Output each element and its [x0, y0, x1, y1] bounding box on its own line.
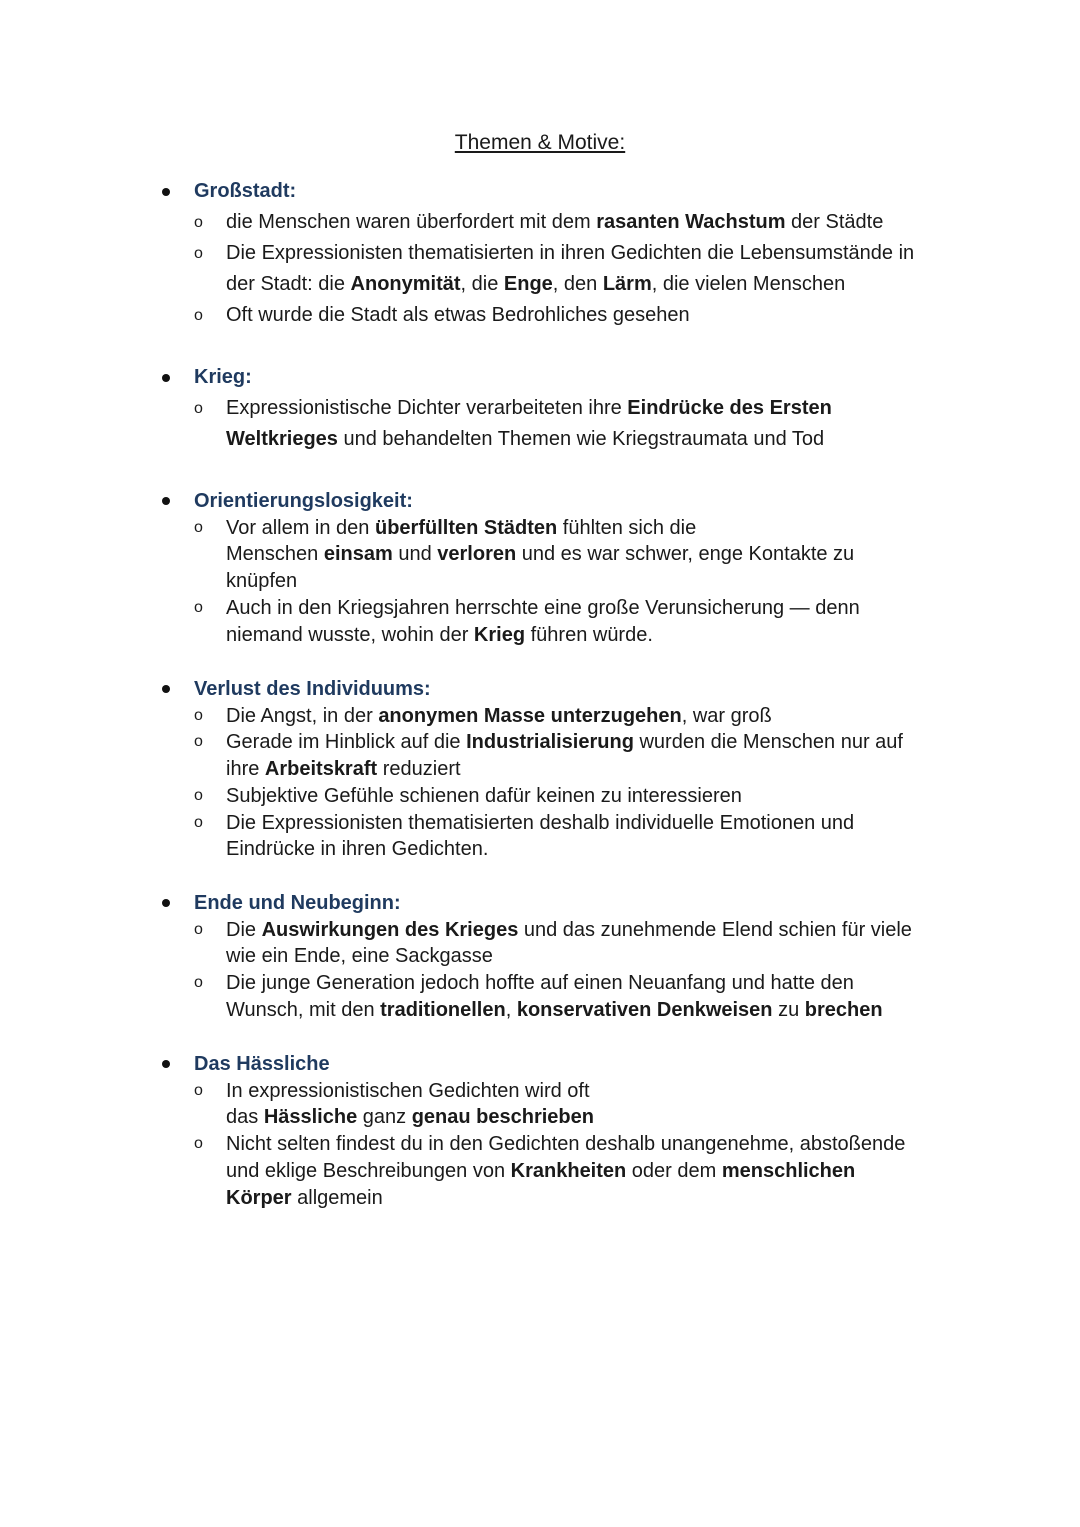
text: die Menschen waren überfordert mit dem	[226, 211, 597, 233]
heading-text: Verlust des Individuums:	[194, 678, 431, 700]
emphasis-text: Krieg	[473, 623, 526, 646]
section-heading	[0, 890, 1080, 917]
text: niemand wusste, wohin der	[226, 623, 474, 646]
list-item	[0, 917, 956, 970]
list-item	[0, 515, 956, 595]
list-item	[0, 393, 956, 455]
text: reduziert	[377, 758, 461, 781]
text: , die	[460, 273, 504, 295]
section-heading	[0, 488, 1080, 515]
text: Expressionistische Dichter verarbeiteten ihre	[226, 397, 628, 419]
text: Die Angst, in der	[226, 704, 379, 727]
emphasis-text: Hässliche	[263, 1106, 358, 1129]
emphasis-text: Krankheiten	[510, 1159, 627, 1182]
emphasis-text: Enge	[503, 273, 553, 295]
list-item	[0, 970, 956, 1023]
heading-text: Großstadt:	[194, 180, 297, 202]
emphasis-text: Lärm	[602, 273, 652, 295]
list-item	[0, 238, 956, 300]
text: wurden die Menschen nur auf	[633, 731, 903, 754]
emphasis-text: Anonymität	[350, 273, 461, 295]
bullet-icon	[162, 685, 170, 693]
text: Vor allem in den	[226, 516, 375, 539]
list-item	[0, 729, 956, 782]
bullet-icon	[162, 374, 170, 382]
text: zu	[772, 998, 805, 1021]
text: Die Expressionisten thematisierten in ihren Gedichten die Lebensumstände in	[226, 242, 915, 264]
text: knüpfen	[226, 570, 298, 593]
section-heading	[0, 676, 1080, 703]
emphasis-text: brechen	[804, 998, 883, 1021]
sub-bullet-icon: o	[194, 1081, 203, 1099]
emphasis-text: einsam	[323, 543, 393, 566]
sub-bullet-icon: o	[194, 1135, 203, 1153]
heading-text: Das Hässliche	[194, 1053, 330, 1075]
text: fühlten sich die	[557, 516, 697, 539]
sub-bullet-icon: o	[194, 974, 203, 992]
text: , die vielen Menschen	[651, 273, 846, 295]
text: und eklige Beschreibungen von	[226, 1159, 511, 1182]
list-item	[0, 810, 956, 863]
list-item	[0, 783, 956, 810]
text: und	[392, 543, 438, 566]
list-item	[0, 207, 956, 238]
emphasis-text: Körper	[226, 1186, 292, 1209]
text: Gerade im Hinblick auf die	[226, 731, 467, 754]
text: der Städte	[785, 211, 884, 233]
text: wie ein Ende, eine Sackgasse	[226, 945, 493, 968]
page-title: Themen & Motive:	[454, 131, 626, 154]
text: In expressionistischen Gedichten wird oft	[226, 1079, 590, 1102]
emphasis-text: anonymen Masse unterzugehen	[378, 704, 682, 727]
section	[0, 676, 1080, 863]
sub-bullet-icon: o	[194, 786, 203, 804]
heading-text: Ende und Neubeginn:	[194, 892, 401, 914]
emphasis-text: Weltkrieges	[226, 428, 338, 450]
text: Oft wurde die Stadt als etwas Bedrohliches gesehen	[226, 304, 690, 326]
text: ,	[505, 998, 517, 1021]
list-item	[0, 1078, 956, 1131]
emphasis-text: überfüllten Städten	[374, 516, 558, 539]
section	[0, 890, 1080, 1024]
section	[0, 362, 1080, 455]
emphasis-text: Auswirkungen des Krieges	[261, 918, 519, 941]
section-heading	[0, 1051, 1080, 1078]
sub-bullet-icon: o	[194, 598, 203, 616]
list-item	[0, 300, 956, 331]
list-item	[0, 1131, 956, 1211]
list-item	[0, 595, 956, 648]
text: , den	[552, 273, 603, 295]
section-heading	[0, 362, 1080, 393]
text: und es war schwer, enge Kontakte zu	[516, 543, 855, 566]
text: Die	[226, 918, 262, 941]
text: Subjektive Gefühle schienen dafür keinen zu interessieren	[226, 784, 742, 807]
text: der Stadt: die	[226, 273, 351, 295]
sub-bullet-icon: o	[194, 920, 203, 938]
sub-bullet-icon: o	[194, 518, 203, 536]
emphasis-text: rasanten Wachstum	[596, 211, 786, 233]
text: führen würde.	[525, 623, 653, 646]
text: und das zunehmende Elend schien für viele	[518, 918, 912, 941]
text: Nicht selten findest du in den Gedichten deshalb unangenehme, abstoßende	[226, 1133, 906, 1156]
emphasis-text: Eindrücke des Ersten	[627, 397, 832, 419]
section	[0, 176, 1080, 331]
bullet-icon	[162, 1060, 170, 1068]
sub-bullet-icon: o	[194, 400, 203, 417]
bullet-icon	[162, 899, 170, 907]
section	[0, 488, 1080, 648]
text: allgemein	[291, 1186, 383, 1209]
emphasis-text: menschlichen	[721, 1159, 856, 1182]
section-heading	[0, 176, 1080, 207]
list-item	[0, 703, 956, 730]
text: Wunsch, mit den	[226, 998, 381, 1021]
text: Auch in den Kriegsjahren herrschte eine große Verunsicherung — denn	[226, 596, 860, 619]
heading-text: Krieg:	[194, 366, 252, 388]
sub-bullet-icon: o	[194, 813, 203, 831]
text: oder dem	[626, 1159, 722, 1182]
heading-text: Orientierungslosigkeit:	[194, 490, 413, 512]
text: ihre	[226, 758, 265, 781]
text: Eindrücke in ihren Gedichten.	[226, 838, 489, 861]
emphasis-text: konservativen Denkweisen	[516, 998, 773, 1021]
bullet-icon	[162, 497, 170, 505]
sub-bullet-icon: o	[194, 214, 203, 231]
emphasis-text: verloren	[437, 543, 517, 566]
bullet-icon	[162, 188, 170, 196]
text: Die Expressionisten thematisierten deshalb individuelle Emotionen und	[226, 811, 855, 834]
sub-bullet-icon: o	[194, 733, 203, 751]
emphasis-text: genau beschrieben	[411, 1106, 594, 1129]
text: ganz	[357, 1106, 412, 1129]
sub-bullet-icon: o	[194, 706, 203, 724]
sub-bullet-icon: o	[194, 307, 203, 324]
section	[0, 1051, 1080, 1211]
text: und behandelten Themen wie Kriegstraumata und Tod	[337, 428, 825, 450]
text: Die junge Generation jedoch hoffte auf einen Neuanfang und hatte den	[226, 972, 854, 995]
text: Menschen	[226, 543, 324, 566]
emphasis-text: Arbeitskraft	[264, 758, 378, 781]
emphasis-text: traditionellen	[380, 998, 506, 1021]
emphasis-text: Industrialisierung	[466, 731, 634, 754]
text: , war groß	[681, 704, 772, 727]
sub-bullet-icon: o	[194, 245, 203, 262]
text: das	[226, 1106, 264, 1129]
